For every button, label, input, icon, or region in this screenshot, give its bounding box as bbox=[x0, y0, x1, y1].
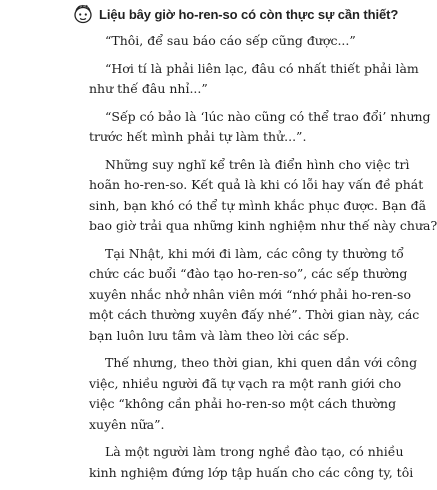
text-line: Là một người làm trong nghề đào tạo, có nhiều bbox=[105, 444, 404, 459]
text-line: hoãn ho-ren-so. Kết quả là khi có lỗi hay vấn đề phát bbox=[89, 177, 424, 192]
paragraph bbox=[89, 59, 419, 100]
text-line: Những suy nghĩ kể trên là điển hình cho việc trì bbox=[105, 156, 410, 172]
text-line: trước hết mình phải tự làm thử...”. bbox=[89, 129, 307, 144]
text-line: bạn luôn lưu tâm và làm theo lời các sếp. bbox=[89, 327, 350, 343]
text-line: Thế nhưng, theo thời gian, khi quen dần với công bbox=[105, 355, 418, 370]
paragraph bbox=[89, 31, 389, 52]
text-line: “Hơi tí là phải liên lạc, đâu có nhất thiết phải làm bbox=[105, 60, 419, 76]
text-line: xuyên nữa”. bbox=[89, 416, 165, 432]
text-line: Tại Nhật, khi mới đi làm, các công ty thường tổ bbox=[105, 245, 404, 261]
text-line: sinh, bạn khó có thể tự mình khắc phục được. Bạn đã bbox=[89, 197, 427, 213]
paragraph bbox=[89, 353, 418, 435]
paragraph bbox=[89, 442, 414, 483]
heading-title: Liệu bây giờ ho-ren-so có còn thực sự cần thiết? bbox=[99, 6, 399, 22]
paragraph bbox=[89, 155, 437, 237]
text-line: một cách thường xuyên đấy nhé”. Thời gian này, các bbox=[89, 307, 420, 322]
paragraph bbox=[89, 244, 420, 347]
text-line: kinh nghiệm đứng lớp tập huấn cho các công ty, tôi bbox=[89, 464, 414, 480]
body-text bbox=[89, 31, 437, 490]
text-line: “Thôi, để sau báo cáo sếp cũng được...” bbox=[105, 33, 356, 48]
text-line: việc, nhiều người đã tự vạch ra một ranh giới cho bbox=[89, 375, 402, 391]
text-line: chức các buổi “đào tạo ho-ren-so”, các sếp thường bbox=[89, 266, 408, 281]
text-line: “Sếp có bảo là ‘lúc nào cũng có thể trao đổi’ nhưng bbox=[105, 108, 431, 124]
text-line: xuyên nhắc nhở nhân viên mới “nhớ phải ho-ren-so bbox=[89, 286, 411, 302]
section-heading bbox=[72, 4, 398, 24]
text-line: như thế đâu nhỉ...” bbox=[89, 81, 208, 96]
text-line: bao giờ trải qua những kinh nghiệm như thế này chưa? bbox=[89, 218, 437, 233]
paragraph bbox=[89, 107, 431, 148]
cartoon-face-icon bbox=[72, 4, 94, 24]
text-line: việc “không cần phải ho-ren-so một cách thường bbox=[89, 396, 397, 411]
